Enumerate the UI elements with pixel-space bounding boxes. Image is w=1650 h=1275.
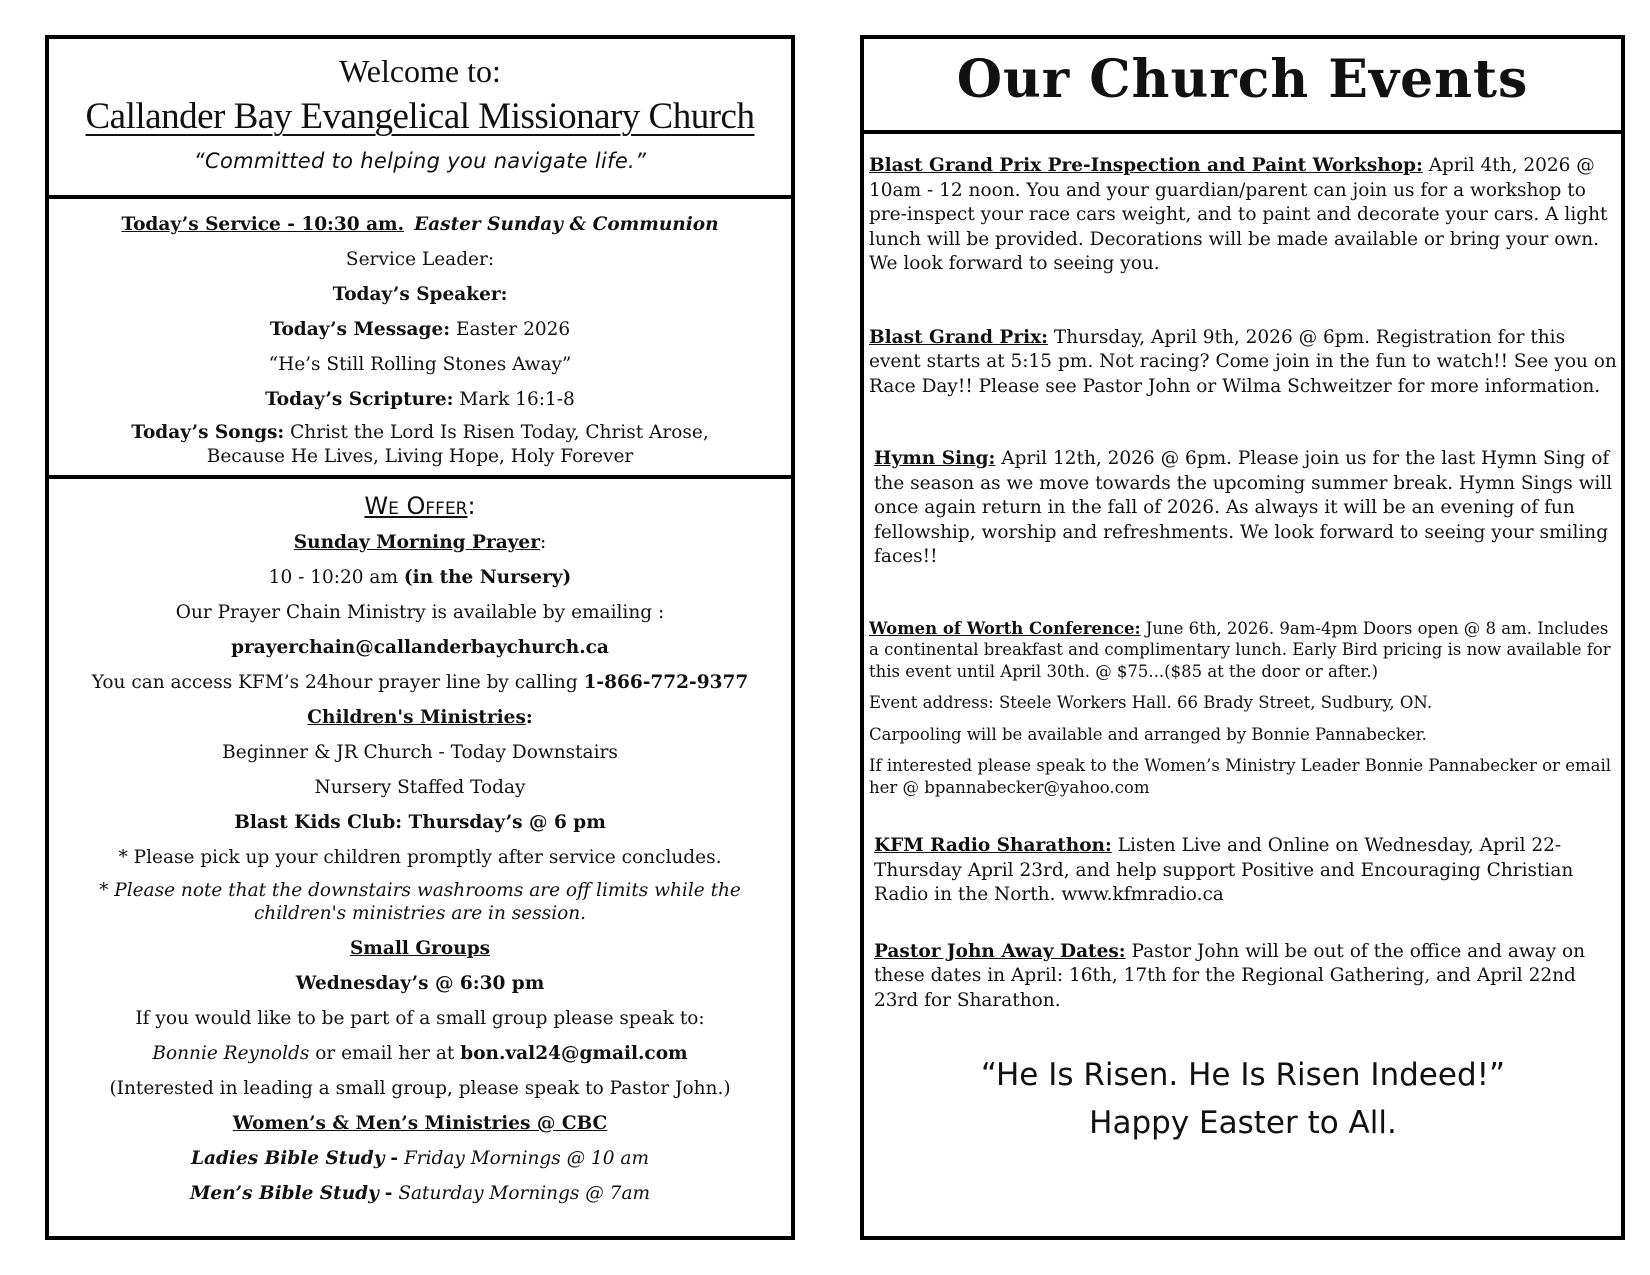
mens-time: Saturday Mornings @ 7am	[398, 1183, 651, 1204]
service-message	[49, 312, 791, 347]
small-groups-or: or email her at	[315, 1043, 455, 1064]
children-nursery: Nursery Staffed Today	[314, 777, 526, 798]
service-songs	[49, 421, 791, 469]
event-label: Blast Grand Prix Pre-Inspection and Paint Workshop:	[869, 155, 1423, 176]
children-jr: Beginner & JR Church - Today Downstairs	[222, 742, 618, 763]
event-text: Thursday, April 9th, 2026 @ 6pm. Registration for this event starts at 5:15 pm. Not racing? Come join in the fun to watch!! See you on Race Day!! Please see Pastor John or Wilma Schweitzer for more information.	[869, 326, 1617, 397]
event-text: April 4th, 2026 @ 10am - 12 noon. You and your guardian/parent can join us for a workshop to pre-inspect your race cars weight, and to paint and decorate your cars. A light lunch will be provided. Decorations will be made available or bring your own. We look forward to seeing you.	[869, 155, 1608, 274]
prayer-line-text: You can access KFM’s 24hour prayer line by calling	[91, 672, 578, 693]
service-title-line	[49, 207, 791, 242]
church-name: Callander Bay Evangelical Missionary Church	[85, 96, 755, 137]
songs-line2: Because He Lives, Living Hope, Holy Forever	[206, 446, 634, 467]
service-leader: Service Leader:	[345, 249, 495, 270]
event-text: June 6th, 2026. 9am-4pm Doors open @ 8 am. Includes a continental breakfast and complimentary lunch. Early Bird pricing is now available for this event until April 30th. @ $75...($85 at the door or after.)	[869, 618, 1611, 681]
prayer-time: 10 - 10:20 am	[268, 567, 398, 588]
washroom-note: * Please note that the downstairs washrooms are off limits while the children's ministries are in session.	[99, 880, 741, 924]
event-label: Women of Worth Conference:	[869, 618, 1141, 638]
prayer-heading: Sunday Morning Prayer	[293, 532, 540, 553]
prayer-line-phone[interactable]: 1-866-772-9377	[583, 672, 749, 693]
prayer-email-link[interactable]: prayerchain@callanderbaychurch.ca	[231, 637, 609, 658]
ladies-study: Ladies Bible Study - Friday Mornings @ 10 am	[191, 1148, 649, 1169]
event-item	[869, 940, 1617, 1014]
service-title: Today’s Service - 10:30 am.	[121, 214, 405, 235]
message-title: “He’s Still Rolling Stones Away”	[268, 354, 572, 375]
service-scripture	[49, 382, 791, 417]
children-heading: Children's Ministries	[307, 707, 526, 728]
church-motto: “Committed to helping you navigate life.”	[193, 149, 647, 173]
ladies-time: Friday Mornings @ 10 am	[403, 1148, 649, 1169]
small-groups-time: Wednesday’s @ 6:30 pm	[295, 973, 545, 994]
scripture-value: Mark 16:1-8	[459, 389, 575, 410]
small-groups-heading: Small Groups	[349, 938, 491, 959]
kids-club: Blast Kids Club: Thursday’s @ 6 pm	[234, 812, 606, 833]
event-label: Blast Grand Prix:	[869, 326, 1048, 348]
event-text: Listen Live and Online on Wednesday, April 22- Thursday April 23rd, and help support Positive and Encouraging Christian Radio in the North. www.kfmradio.ca	[874, 835, 1574, 905]
small-groups-contact-line	[49, 1036, 791, 1071]
prayer-time-line	[49, 560, 791, 595]
prayer-line	[49, 665, 791, 700]
event-label: KFM Radio Sharathon:	[874, 835, 1112, 856]
ladies-label: Ladies Bible Study	[191, 1148, 385, 1169]
small-groups-lead: (Interested in leading a small group, please speak to Pastor John.)	[109, 1078, 731, 1099]
service-subtitle: Easter Sunday & Communion	[414, 214, 719, 235]
event-item	[869, 326, 1617, 400]
event-item	[869, 447, 1617, 570]
message-label: Today’s Message:	[269, 319, 451, 340]
event-label: Pastor John Away Dates:	[874, 940, 1126, 962]
songs-line1: Christ the Lord Is Risen Today, Christ Arose,	[290, 422, 709, 443]
event-item	[869, 154, 1617, 277]
event-contact: If interested please speak to the Women’s Ministry Leader Bonnie Pannabecker or email her @ bpannabecker@yahoo.com	[869, 756, 1611, 797]
mens-label: Men’s Bible Study	[189, 1183, 379, 1204]
prayer-location: (in the Nursery)	[403, 567, 572, 588]
songs-label: Today’s Songs:	[131, 422, 285, 443]
closing-line1: “He Is Risen. He Is Risen Indeed!”	[980, 1057, 1506, 1093]
we-offer-heading: We Offer	[364, 492, 468, 520]
events-header	[864, 39, 1621, 134]
mens-study: Men’s Bible Study - Saturday Mornings @ 7am	[189, 1183, 651, 1204]
offer-section: We Offer: Sunday Morning Prayer: 10 - 10:20 am (in the Nursery) Our Prayer Chain Ministry is available by emailing : prayerchain@callanderbaychurch.ca You can access KFM’s 24hour prayer line by calling 1-866-772-9377 Children's Ministries: Beginner & JR Church - Today Downstairs Nursery Staffed Today Blast Kids Club: Thursday’s @ 6 pm * Please pick up your children promptly after service concludes. * Please note that the downstairs washrooms are off limits while the children's ministries are in session. Small Groups Wednesday’s @ 6:30 pm If you would like to be part of a small group please speak to: Bonnie Reynolds or email her at bon.val24@gmail.com (Interested in leading a small group, please speak to Pastor John.) Women’s & Men’s Ministries @ CBC Ladies Bible Study - Friday Mornings @ 10 am Men’s Bible Study - Saturday Mornings @ 7am	[49, 479, 791, 1211]
event-text: April 12th, 2026 @ 6pm. Please join us for the last Hymn Sing of the season as we move towards the upcoming summer break. Hymn Sings will once again return in the fall of 2026. As always it will be an evening of fun fellowship, worship and refreshments. We look forward to seeing your smiling faces!!	[874, 448, 1613, 567]
small-groups-contact: Bonnie Reynolds	[152, 1043, 310, 1064]
event-text: Pastor John will be out of the office and away on these dates in April: 16th, 17th for the Regional Gathering, and April 22nd 23rd for Sharathon.	[874, 940, 1586, 1011]
message-value: Easter 2026	[455, 319, 571, 340]
service-speaker: Today’s Speaker:	[332, 284, 508, 305]
service-section	[49, 199, 791, 479]
small-groups-text: If you would like to be part of a small group please speak to:	[135, 1008, 705, 1029]
event-address: Event address: Steele Workers Hall. 66 Brady Street, Sudbury, ON.	[869, 693, 1433, 712]
event-item	[869, 834, 1617, 908]
small-groups-email-link[interactable]: bon.val24@gmail.com	[460, 1043, 688, 1064]
events-panel	[860, 35, 1625, 1240]
easter-closing	[869, 1051, 1617, 1147]
welcome-intro: Welcome to:	[339, 53, 501, 89]
event-carpool: Carpooling will be available and arranged by Bonnie Pannabecker.	[869, 724, 1427, 744]
closing-line2: Happy Easter to All.	[1089, 1105, 1397, 1141]
events-title: Our Church Events	[956, 49, 1529, 110]
welcome-header	[49, 39, 791, 199]
ministries-heading: Women’s & Men’s Ministries @ CBC	[232, 1113, 608, 1134]
pickup-note: * Please pick up your children promptly after service concludes.	[118, 847, 722, 868]
welcome-panel	[45, 35, 795, 1240]
events-list	[864, 154, 1621, 1147]
scripture-label: Today’s Scripture:	[265, 389, 454, 410]
prayer-chain-text: Our Prayer Chain Ministry is available by emailing :	[175, 602, 665, 623]
event-item	[869, 618, 1617, 683]
event-label: Hymn Sing:	[874, 448, 996, 469]
